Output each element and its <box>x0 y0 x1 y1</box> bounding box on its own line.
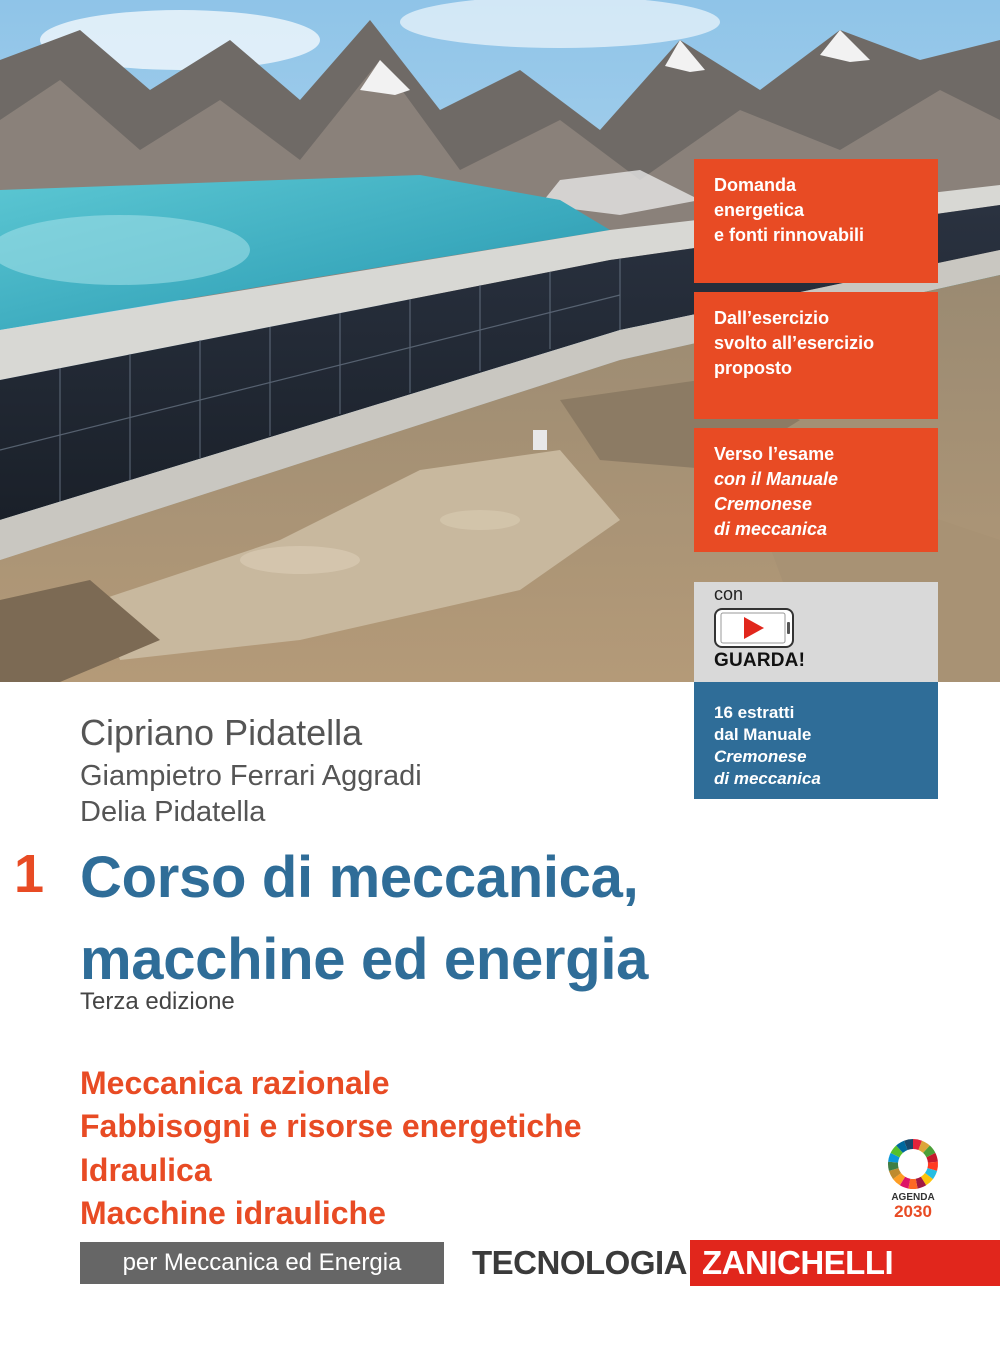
feature-line: con il Manuale <box>714 469 839 489</box>
feature-line: svolto all’esercizio <box>714 333 875 353</box>
play-video-icon <box>714 608 794 653</box>
feature-box-exercises <box>694 292 938 419</box>
guarda-con-text: con <box>714 584 744 604</box>
book-title-line: Corso di meccanica, <box>80 845 639 910</box>
edition-label: Terza edizione <box>80 988 235 1015</box>
feature-line: Domanda <box>714 175 797 195</box>
volume-number: 1 <box>14 844 45 904</box>
guarda-label: GUARDA! <box>714 650 806 671</box>
topic-item: Idraulica <box>80 1152 212 1188</box>
agenda-2030-logo <box>878 1138 948 1228</box>
feature-line: Dall’esercizio <box>714 308 830 328</box>
feature-line: e fonti rinnovabili <box>714 225 865 245</box>
feature-box-energy <box>694 159 938 283</box>
feature-line: proposto <box>714 358 792 378</box>
feature-line: Cremonese <box>714 494 813 514</box>
feature-box-exam <box>694 428 938 552</box>
feature-line: di meccanica <box>714 519 828 539</box>
topic-item: Meccanica razionale <box>80 1065 390 1101</box>
extracts-line: dal Manuale <box>714 725 812 744</box>
extracts-box <box>694 682 938 799</box>
extracts-line: Cremonese <box>714 747 807 766</box>
agenda-label: AGENDA <box>891 1192 935 1203</box>
topic-item: Fabbisogni e risorse energetiche <box>80 1108 582 1144</box>
agenda-year: 2030 <box>894 1202 932 1221</box>
series-label: per Meccanica ed Energia <box>80 1242 444 1284</box>
sdg-wheel-icon <box>878 1138 948 1192</box>
topic-item: Macchine idrauliche <box>80 1195 386 1231</box>
guarda-box <box>694 582 938 682</box>
author-name: Delia Pidatella <box>80 796 266 828</box>
author-name: Giampietro Ferrari Aggradi <box>80 760 422 792</box>
publisher-logo: ZANICHELLI <box>690 1240 1000 1286</box>
category-label: TECNOLOGIA <box>472 1244 687 1281</box>
author-name: Cipriano Pidatella <box>80 712 363 753</box>
book-title-line: macchine ed energia <box>80 927 649 992</box>
extracts-line: di meccanica <box>714 769 821 788</box>
feature-line: Verso l’esame <box>714 444 835 464</box>
extracts-line: 16 estratti <box>714 703 795 722</box>
feature-line: energetica <box>714 200 805 220</box>
